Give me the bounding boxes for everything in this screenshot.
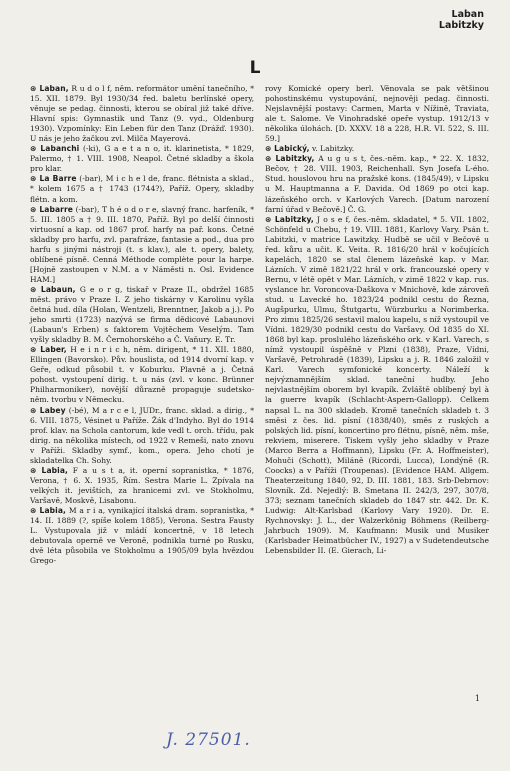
entry-text: rovy Komické opery berl. Věnovala se pak většinou pohostinskému vystupování, nejnověji pedag. činnosti. Nejslavnější postavy: Carmen, Marta v Nížině, Traviata, ale t. Salome. Ve Vinohradské opeře vystup. 1912/13 v několika úlohách. [D. XXXV. 18 a 228, H.R. VI. 522, S. III. 59.] bbox=[265, 84, 489, 144]
entry-text: R u d o l f, něm. reformátor umění tanečního, * 15. XII. 1879. Byl 1930/34 řed. baletu berlínské opery, věnuje se pedag. činnosti, kterou se obíral již také dříve. Hlavní spis: Gymnastik und Tanz (9. vyd., Oldenburg 1930). Vzpomínky: Ein Leben für den Tanz (Drážď. 1930). U nás je jeho žačkou zvl. Milča Mayerová. bbox=[30, 84, 255, 144]
dictionary-entry bbox=[30, 506, 254, 566]
entry-text: (-bar), T h é o d o r e, slavný franc. harfeník, * 5. III. 1805 a † 9. III. 1870, Paříž. Byl po delší činnosti virtuosní a kap. od 1867 prof. harfy na pař. kons. Četné skladby pro harfu, zvl. parafráze, fantasie a pod., dua pro harfu s jinými nástroji (t. s klav.), ale t. opery, balety, oblíbené písně. Cenná Méthode complète pour la harpe. [Hojně zastoupen v N.M. a v Náměsti n. Osl. Evidence HAM.] bbox=[30, 204, 254, 284]
entry-text: A u g u s t, čes.-něm. kap., * 22. X. 1832, Bečov, † 28. VIII. 1903, Reichenhall. Syn Josefa L-ého. Stud. houslovou hru na pražské kons. (1845/49), v Lipsku u M. Hauptmanna a F. Davida. Od 1869 po otci kap. lázeňského orch. v Karlových Varech. [Datum narození farní úřad v Bečově.] Č. G. bbox=[265, 154, 489, 214]
entry-headword: ⊛ Labaun, bbox=[30, 284, 76, 294]
dictionary-entry bbox=[30, 84, 254, 144]
entry-text: v. Labitzky. bbox=[309, 144, 355, 154]
page-number: 1 bbox=[474, 694, 480, 703]
dictionary-entry bbox=[265, 215, 489, 557]
entry-headword: ⊛ Labanchi bbox=[30, 144, 80, 154]
text-columns bbox=[30, 84, 489, 566]
dictionary-entry bbox=[30, 406, 254, 466]
entry-text: M a r i a, vynikající italská dram. sopranistka, * 14. II. 1889 (?, spíše kolem 1885), Verona. Sestra Fausty L. Vystupovala již v mládí koncertně, v 18 letech debutovala operně ve Veroně, podnikla turné po Rusku, dvě léta působila ve Stokholmu a 1905/09 byla hvězdou Grego- bbox=[30, 505, 255, 566]
dictionary-entry bbox=[30, 285, 254, 345]
entry-headword: ⊛ Labický, bbox=[265, 144, 310, 154]
entry-text: G e o r g, tiskař v Praze II., obdržel 1685 měst. právo v Praze I. Z jeho tiskárny v Karolinu vyšla četná hud. díla (Holan, Wentzeli, Brenntner, Jakob a j.). Po jeho smrti (1723) nazývá se firma dědicové Labaunovi (Labaun's Erben) s faktorem Vojtěchem Veselým. Tam vyšly skladby B. M. Černohorského a Č. Vaňury. E. Tr. bbox=[30, 284, 254, 345]
entry-headword: ⊛ La Barre bbox=[30, 174, 77, 184]
entry-headword: ⊛ Laber, bbox=[30, 345, 67, 355]
header-last-entry: Labitzky bbox=[438, 20, 484, 31]
section-letter: L bbox=[249, 58, 261, 78]
entry-text: (-bar), M i c h e l de, franc. flétnista a sklad., * kolem 1675 a † 1743 (1744?), Paříž. Opery, skladby flétn. a kom. bbox=[30, 174, 254, 204]
left-column bbox=[30, 84, 254, 566]
entry-headword: ⊛ Labitzky, bbox=[265, 154, 315, 164]
entry-text: (-ki), G a e t a n o, it. klarinetista, * 1829, Palermo, † 1. VIII. 1908, Neapol. Četné skladby a škola pro klar. bbox=[30, 144, 255, 174]
dictionary-entry bbox=[30, 205, 254, 285]
dictionary-entry bbox=[30, 345, 254, 405]
handwritten-inventory-number: J. 27501. bbox=[166, 730, 251, 750]
right-column bbox=[265, 84, 489, 566]
entry-headword: ⊛ Laban, bbox=[30, 84, 69, 93]
entry-text: F a u s t a, it. operní sopranistka, * 1876, Verona, † 6. X. 1935, Řím. Sestra Marie L. Zpívala na velkých it. jevištích, za hranicemi zvl. ve Stokholmu, Varšavě, Moskvě, Lisabonu. bbox=[30, 465, 254, 505]
dictionary-entry bbox=[265, 144, 489, 154]
entry-text: (-bé), M a r c e l, JUDr., franc. sklad. a dirig., * 6. VIII. 1875, Vésinet u Paříže. Žák d'Indyho. Byl do 1914 prof. klav. na Schola cantorum, kde vedl t. orch. třídu, pak dirig. na několika místech, od 1922 v Remeši, nato znovu v Paříži. Skladby symf., kom., opera. Jeho chotí je skladatelka Ch. Sohy. bbox=[30, 405, 254, 465]
entry-text: H e i n r i c h, něm. dirigent, * 11. XII. 1880, Ellingen (Bavorsko). Pův. houslista, od 1914 dvorní kap. v Geře, odkud působil t. v Koburku. Plavně a j. Četná pohost. vystoupení dirig. t. u nás (zvl. v konc. Brünner Philharmoniker), novější důrazně propaguje sudetsko-něm. tvorbu v Německu. bbox=[30, 345, 254, 405]
dictionary-entry bbox=[30, 174, 254, 204]
entry-headword: ⊛ Labey bbox=[30, 405, 66, 415]
dictionary-entry bbox=[265, 154, 489, 214]
dictionary-entry bbox=[30, 144, 254, 174]
running-header bbox=[439, 9, 484, 31]
entry-headword: ⊛ Labitzky, bbox=[265, 214, 314, 224]
entry-headword: ⊛ Labia, bbox=[30, 505, 67, 515]
dictionary-entry bbox=[30, 466, 254, 506]
header-first-entry: Laban bbox=[451, 9, 484, 20]
entry-text: J o s e f, čes.-něm. skladatel, * 5. VII. 1802, Schönfeld u Chebu, † 19. VIII. 1881, Karlovy Vary. Psán t. Labitzki, v matrice Lawitzky. Hudbě se učil v Bečově u řed. kůru a učit. K. Veita. R. 1816/20 hrál v kočujících kapelách, 1820 se stal členem lázeňské kap. v Mar. Lázních. V zimě 1821/22 hrál v ork. francouzské opery v Bernu, v létě opět v Mar. Lázních, v zimě 1822 v kap. rus. vyslance hr. Voroncova-Daškova v Mnichově, kde zároveň stud. u Lavecké ho. 1823/24 podnikl cestu do Řezna, Augšpurku, Ulmu, Štutgartu, Würzburku a Norimberka. Pro zimu 1825/26 sestavil malou kapelu, s níž vystoupil ve Vídni. 1829/30 podnikl cestu do Varšavy. Od 1835 do XI. 1868 byl kap. proslulého lázeňského ork. v Karl. Varech, s nímž vystoupil úspěšně v Plzni (1838), Praze, Vídni, Varšavě, Petrohradě (1839), Lipsku a j. R. 1846 založil v Karl. Varech symfonické koncerty. Náleží k nejvýznamnějším sklad. taneční hudby. Jeho nejvlastnějším oborem byl kvapík. Zvláště oblíbený byl à la guerre kvapík (Schlacht-Aspern-Gallopp). Celkem napsal L. na 300 skladeb. Kromě tanečních skladeb t. 3 směsi z čes. lid. písní (1838/40), směs z ruských a polských lid. písní, koncertino pro flétnu, písně, něm. mše, rekviem, miserere. Tiskem vyšly jeho skladby v Praze (Marco Berra a Hoffmann), Lipsku (Fr. A. Hoffmeister), Mohuči (Schott), Miláně (Ricordi, Lucca), Londýně (R. Coocks) a v Paříži (Troupenas). [Evidence HAM. Allgem. Theaterzeitung 1840, 92, D. III. 1881, 183. Srb-Debrnov: Slovník. Zd. Nejedlý: B. Smetana II. 242/3, 297, 307/8, 373; seznam tanečních skladeb do 1847 str. 442. Dr. K. Ludwig: Alt-Karlsbad (Karlovy Vary 1920). Dr. E. Rychnovsky: J. L., der Walzerkönig Böhmens (Reilberg-Jahrbuch 1909). M. Kaufmann: Musik und Musiker (Karlsbader Heimatbücher IV., 1927) a v Sudetendeutsche Lebensbilder II. (E. Gierach, Li- bbox=[265, 214, 490, 556]
entry-headword: ⊛ Labia, bbox=[30, 465, 68, 475]
entry-headword: ⊛ Labarre bbox=[30, 204, 73, 214]
dictionary-entry bbox=[265, 84, 489, 144]
